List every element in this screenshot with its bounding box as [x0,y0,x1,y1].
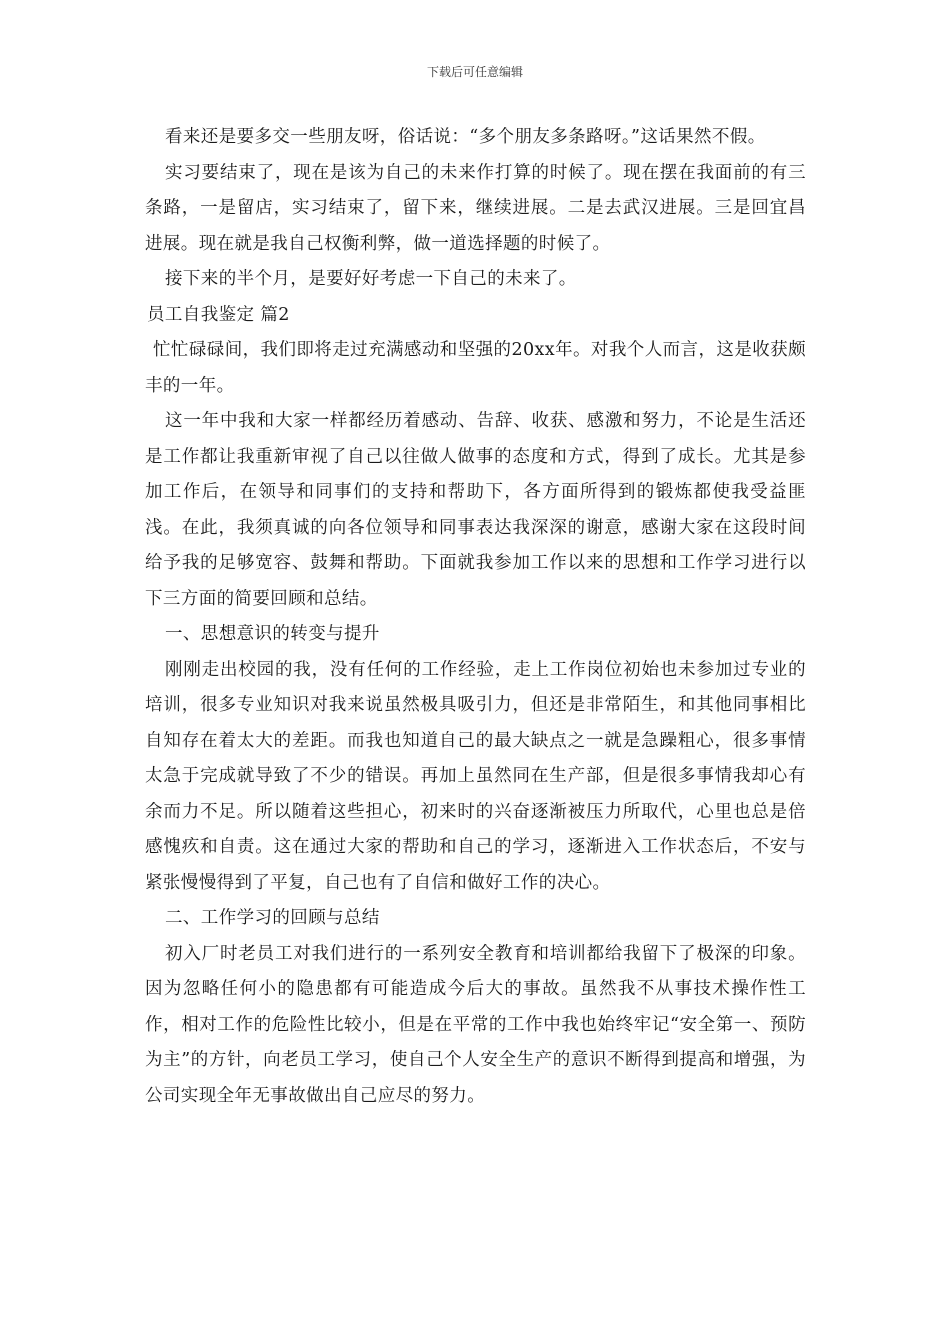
section-heading-work-study: 二、工作学习的回顾与总结 [165,908,380,928]
document-body [145,120,806,1114]
paragraph-year-intro: 忙忙碌碌间，我们即将走过充满感动和坚强的20xx年。对我个人而言，这是收获颇丰的一年。 [145,340,806,396]
paragraph-safety-training: 初入厂时老员工对我们进行的一系列安全教育和培训都给我留下了极深的印象。因为忽略任何小的隐患都有可能造成今后大的事故。虽然我不从事技术操作性工作，相对工作的危险性比较小，但是在平常的工作中我也始终牢记“安全第一、预防为主”的方针，向老员工学习，使自己个人安全生产的意识不断得到提高和增强，为公司实现全年无事故做出自己应尽的努力。 [145,943,806,1106]
page-header: 下载后可任意编辑 [426,65,523,79]
paragraph-friends: 看来还是要多交一些朋友呀，俗话说：“多个朋友多条路呀。”这话果然不假。 [165,127,766,147]
paragraph-internship-ending: 实习要结束了，现在是该为自己的未来作打算的时候了。现在摆在我面前的有三条路，一是留店，实习结束了，留下来，继续进展。二是去武汉进展。三是回宜昌进展。现在就是我自己权衡利弊，做一道选择题的时候了。 [145,162,806,254]
paragraph-next-half-month: 接下来的半个月，是要好好考虑一下自己的未来了。 [165,269,577,289]
section-heading-thinking: 一、思想意识的转变与提升 [165,624,380,644]
paragraph-year-review: 这一年中我和大家一样都经历着感动、告辞、收获、感激和努力，不论是生活还是工作都让我重新审视了自己以往做人做事的态度和方式，得到了成长。尤其是参加工作后，在领导和同事们的支持和帮助下，各方面所得到的锻炼都使我受益匪浅。在此，我须真诚的向各位领导和同事表达我深深的谢意，感谢大家在这段时间给予我的足够宽容、鼓舞和帮助。下面就我参加工作以来的思想和工作学习进行以下三方面的简要回顾和总结。 [145,411,806,609]
paragraph-fresh-graduate: 刚刚走出校园的我，没有任何的工作经验，走上工作岗位初始也未参加过专业的培训，很多专业知识对我来说虽然极具吸引力，但还是非常陌生，和其他同事相比自知存在着太大的差距。而我也知道自己的最大缺点之一就是急躁粗心，很多事情太急于完成就导致了不少的错误。再加上虽然同在生产部，但是很多事情我却心有余而力不足。所以随着这些担心，初来时的兴奋逐渐被压力所取代，心里也总是倍感愧疚和自责。这在通过大家的帮助和自己的学习，逐渐进入工作状态后，不安与紧张慢慢得到了平复，自己也有了自信和做好工作的决心。 [145,659,806,893]
section-title-part-2: 员工自我鉴定 篇2 [147,304,290,325]
